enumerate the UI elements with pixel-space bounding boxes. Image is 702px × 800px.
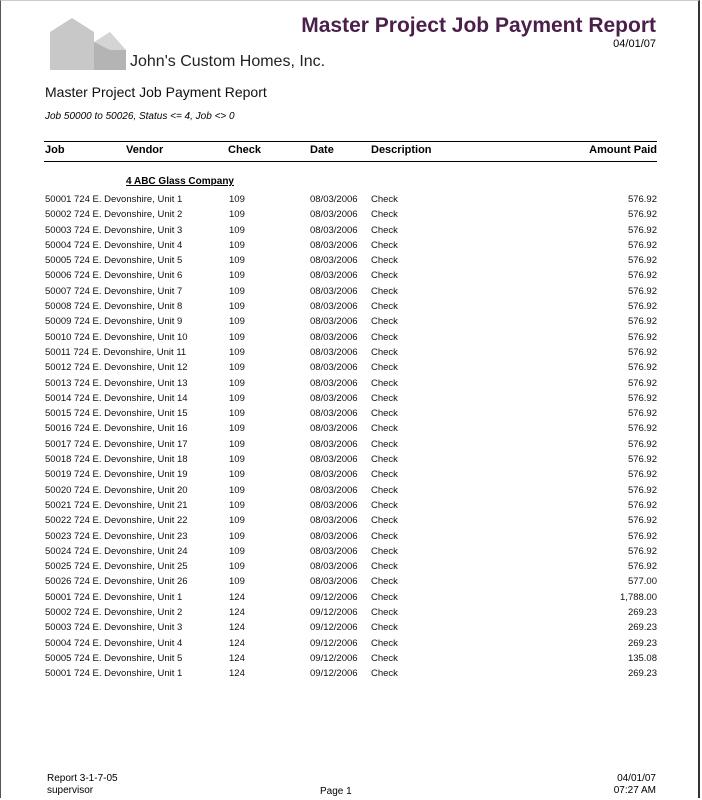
row-amount: 576.92 [627, 316, 657, 328]
footer-right [614, 773, 656, 797]
footer-user: supervisor [47, 785, 94, 796]
table-row [44, 360, 657, 375]
row-job: 50001 724 E. Devonshire, Unit 1 [45, 668, 183, 680]
row-check: 109 [229, 209, 245, 221]
row-description: Check [371, 484, 398, 496]
table-row [44, 314, 657, 329]
table-row [44, 620, 657, 635]
row-amount: 576.92 [627, 194, 657, 205]
row-job: 50021 724 E. Devonshire, Unit 21 [45, 499, 188, 511]
row-date: 08/03/2006 [310, 545, 358, 557]
row-job: 50013 724 E. Devonshire, Unit 13 [45, 377, 188, 389]
row-amount: 1,788.00 [620, 591, 657, 603]
row-description: Check [371, 255, 398, 267]
row-description: Check [371, 515, 398, 527]
row-check: 109 [229, 194, 245, 205]
row-description: Check [371, 194, 398, 205]
row-date: 08/03/2006 [310, 255, 358, 267]
row-job: 50010 724 E. Devonshire, Unit 10 [45, 331, 188, 343]
row-check: 109 [229, 423, 245, 435]
row-description: Check [371, 346, 398, 358]
row-check: 109 [229, 392, 245, 404]
row-job: 50001 724 E. Devonshire, Unit 1 [45, 194, 183, 205]
table-row [44, 636, 657, 651]
table-row [44, 559, 657, 574]
row-description: Check [371, 377, 398, 389]
table-row [44, 483, 657, 498]
company-name: John's Custom Homes, Inc. [130, 53, 326, 70]
footer-left [47, 773, 118, 797]
row-check: 109 [229, 438, 245, 450]
table-row [44, 529, 657, 544]
row-job: 50018 724 E. Devonshire, Unit 18 [45, 454, 188, 466]
row-date: 09/12/2006 [310, 622, 358, 634]
table-row [44, 192, 657, 207]
row-amount: 576.92 [627, 408, 657, 420]
row-description: Check [371, 316, 398, 328]
column-header-row [44, 141, 657, 162]
vendor-group-heading: 4 ABC Glass Company [126, 176, 234, 187]
row-job: 50022 724 E. Devonshire, Unit 22 [45, 515, 188, 527]
column-header-vendor: Vendor [126, 144, 164, 156]
row-amount: 135.08 [627, 652, 657, 664]
row-description: Check [371, 607, 398, 619]
row-check: 109 [229, 576, 245, 588]
row-check: 109 [229, 408, 245, 420]
table-row [44, 574, 657, 589]
row-check: 124 [229, 637, 245, 649]
row-amount: 576.92 [627, 224, 657, 236]
row-job: 50008 724 E. Devonshire, Unit 8 [45, 301, 183, 313]
row-amount: 576.92 [627, 438, 657, 450]
row-description: Check [371, 331, 398, 343]
row-amount: 576.92 [627, 331, 657, 343]
row-description: Check [371, 209, 398, 221]
company-logo-icon [48, 18, 130, 70]
row-job: 50016 724 E. Devonshire, Unit 16 [45, 423, 188, 435]
row-date: 08/03/2006 [310, 408, 358, 420]
table-row [44, 544, 657, 559]
row-amount: 269.23 [627, 622, 657, 634]
row-amount: 269.23 [627, 637, 657, 649]
row-date: 08/03/2006 [310, 515, 358, 527]
table-row [44, 268, 657, 283]
column-header-amount: Amount Paid [589, 144, 657, 156]
row-amount: 576.92 [627, 209, 657, 221]
table-row [44, 406, 657, 421]
row-date: 08/03/2006 [310, 301, 358, 313]
row-date: 08/03/2006 [310, 499, 358, 511]
report-title: Master Project Job Payment Report [301, 14, 656, 37]
table-row [44, 590, 657, 605]
row-date: 08/03/2006 [310, 362, 358, 374]
table-row [44, 391, 657, 406]
report-subtitle: Master Project Job Payment Report [45, 84, 267, 100]
row-job: 50004 724 E. Devonshire, Unit 4 [45, 637, 183, 649]
table-row [44, 513, 657, 528]
row-description: Check [371, 591, 398, 603]
row-job: 50025 724 E. Devonshire, Unit 25 [45, 561, 188, 573]
row-description: Check [371, 270, 398, 282]
row-check: 124 [229, 622, 245, 634]
row-job: 50007 724 E. Devonshire, Unit 7 [45, 285, 183, 297]
table-row [44, 345, 657, 360]
row-job: 50002 724 E. Devonshire, Unit 2 [45, 209, 183, 221]
row-check: 109 [229, 377, 245, 389]
row-date: 08/03/2006 [310, 346, 358, 358]
row-date: 09/12/2006 [310, 652, 358, 664]
table-row [44, 376, 657, 391]
row-date: 08/03/2006 [310, 270, 358, 282]
row-job: 50020 724 E. Devonshire, Unit 20 [45, 484, 188, 496]
row-check: 109 [229, 499, 245, 511]
row-check: 109 [229, 561, 245, 573]
row-check: 109 [229, 255, 245, 267]
row-check: 124 [229, 652, 245, 664]
column-header-date: Date [310, 144, 334, 156]
table-row [44, 299, 657, 314]
row-date: 08/03/2006 [310, 224, 358, 236]
row-description: Check [371, 239, 398, 251]
row-job: 50004 724 E. Devonshire, Unit 4 [45, 239, 183, 251]
row-amount: 576.92 [627, 377, 657, 389]
row-amount: 576.92 [627, 255, 657, 267]
row-check: 109 [229, 346, 245, 358]
row-date: 09/12/2006 [310, 637, 358, 649]
row-description: Check [371, 530, 398, 542]
row-amount: 269.23 [627, 607, 657, 619]
table-row [44, 651, 657, 666]
table-row [44, 238, 657, 253]
row-amount: 576.92 [627, 515, 657, 527]
row-check: 109 [229, 545, 245, 557]
row-amount: 576.92 [627, 561, 657, 573]
row-description: Check [371, 224, 398, 236]
row-date: 09/12/2006 [310, 591, 358, 603]
row-amount: 576.92 [627, 301, 657, 313]
column-header-description: Description [371, 144, 432, 156]
row-check: 124 [229, 668, 245, 680]
payment-rows [44, 192, 657, 682]
row-date: 08/03/2006 [310, 484, 358, 496]
row-description: Check [371, 301, 398, 313]
row-check: 109 [229, 301, 245, 313]
row-check: 109 [229, 224, 245, 236]
row-job: 50005 724 E. Devonshire, Unit 5 [45, 652, 183, 664]
row-job: 50023 724 E. Devonshire, Unit 23 [45, 530, 188, 542]
row-check: 109 [229, 484, 245, 496]
row-date: 08/03/2006 [310, 239, 358, 251]
row-amount: 576.92 [627, 530, 657, 542]
row-description: Check [371, 469, 398, 481]
table-row [44, 284, 657, 299]
row-job: 50019 724 E. Devonshire, Unit 19 [45, 469, 188, 481]
row-amount: 576.92 [627, 362, 657, 374]
row-job: 50009 724 E. Devonshire, Unit 9 [45, 316, 183, 328]
row-date: 08/03/2006 [310, 331, 358, 343]
row-date: 08/03/2006 [310, 392, 358, 404]
row-job: 50026 724 E. Devonshire, Unit 26 [45, 576, 188, 588]
table-row [44, 452, 657, 467]
row-description: Check [371, 561, 398, 573]
footer-date: 04/01/07 [617, 773, 656, 784]
table-row [44, 498, 657, 513]
row-description: Check [371, 454, 398, 466]
footer-time: 07:27 AM [613, 785, 656, 796]
row-amount: 576.92 [627, 270, 657, 282]
row-job: 50012 724 E. Devonshire, Unit 12 [45, 362, 188, 374]
row-description: Check [371, 637, 398, 649]
row-date: 08/03/2006 [310, 561, 358, 573]
table-row [44, 605, 657, 620]
table-row [44, 421, 657, 436]
row-date: 09/12/2006 [310, 668, 358, 680]
table-row [44, 437, 657, 452]
row-amount: 576.92 [627, 346, 657, 358]
row-date: 08/03/2006 [310, 454, 358, 466]
row-date: 08/03/2006 [310, 576, 358, 588]
table-row [44, 330, 657, 345]
row-check: 109 [229, 316, 245, 328]
row-description: Check [371, 408, 398, 420]
row-job: 50014 724 E. Devonshire, Unit 14 [45, 392, 188, 404]
row-amount: 576.92 [627, 484, 657, 496]
row-job: 50017 724 E. Devonshire, Unit 17 [45, 438, 188, 450]
row-check: 109 [229, 454, 245, 466]
row-check: 109 [229, 530, 245, 542]
row-check: 124 [229, 591, 245, 603]
table-row [44, 666, 657, 681]
row-description: Check [371, 392, 398, 404]
row-date: 08/03/2006 [310, 316, 358, 328]
row-date: 08/03/2006 [310, 469, 358, 481]
row-check: 109 [229, 285, 245, 297]
row-amount: 576.92 [627, 545, 657, 557]
row-job: 50006 724 E. Devonshire, Unit 6 [45, 270, 183, 282]
row-amount: 576.92 [627, 285, 657, 297]
row-job: 50015 724 E. Devonshire, Unit 15 [45, 408, 188, 420]
table-row [44, 223, 657, 238]
table-row [44, 467, 657, 482]
row-amount: 576.92 [627, 469, 657, 481]
row-description: Check [371, 438, 398, 450]
row-date: 08/03/2006 [310, 530, 358, 542]
row-amount: 269.23 [627, 668, 657, 680]
row-job: 50002 724 E. Devonshire, Unit 2 [45, 607, 183, 619]
report-date: 04/01/07 [613, 38, 656, 50]
row-check: 124 [229, 607, 245, 619]
row-description: Check [371, 622, 398, 634]
table-row [44, 253, 657, 268]
row-description: Check [371, 499, 398, 511]
row-amount: 576.92 [627, 454, 657, 466]
row-description: Check [371, 285, 398, 297]
row-date: 08/03/2006 [310, 423, 358, 435]
row-description: Check [371, 423, 398, 435]
row-check: 109 [229, 331, 245, 343]
row-date: 08/03/2006 [310, 194, 358, 205]
row-amount: 576.92 [627, 423, 657, 435]
report-filter: Job 50000 to 50026, Status <= 4, Job <> 0 [45, 111, 235, 122]
row-job: 50024 724 E. Devonshire, Unit 24 [45, 545, 188, 557]
row-job: 50011 724 E. Devonshire, Unit 11 [45, 346, 187, 358]
row-date: 08/03/2006 [310, 209, 358, 221]
row-date: 08/03/2006 [310, 377, 358, 389]
row-check: 109 [229, 469, 245, 481]
row-check: 109 [229, 515, 245, 527]
footer-page-number: Page 1 [320, 786, 352, 797]
row-job: 50003 724 E. Devonshire, Unit 3 [45, 224, 183, 236]
row-amount: 577.00 [627, 576, 657, 588]
row-date: 09/12/2006 [310, 607, 358, 619]
row-date: 08/03/2006 [310, 438, 358, 450]
row-description: Check [371, 362, 398, 374]
row-check: 109 [229, 239, 245, 251]
row-job: 50005 724 E. Devonshire, Unit 5 [45, 255, 183, 267]
row-date: 08/03/2006 [310, 285, 358, 297]
row-amount: 576.92 [627, 239, 657, 251]
column-header-check: Check [228, 144, 262, 156]
row-job: 50001 724 E. Devonshire, Unit 1 [45, 591, 183, 603]
row-amount: 576.92 [627, 499, 657, 511]
row-description: Check [371, 576, 398, 588]
row-description: Check [371, 652, 398, 664]
column-header-job: Job [45, 144, 65, 156]
footer-report-id: Report 3-1-7-05 [47, 773, 118, 784]
row-description: Check [371, 545, 398, 557]
row-check: 109 [229, 270, 245, 282]
row-amount: 576.92 [627, 392, 657, 404]
row-job: 50003 724 E. Devonshire, Unit 3 [45, 622, 183, 634]
table-row [44, 207, 657, 222]
row-check: 109 [229, 362, 245, 374]
row-description: Check [371, 668, 398, 680]
